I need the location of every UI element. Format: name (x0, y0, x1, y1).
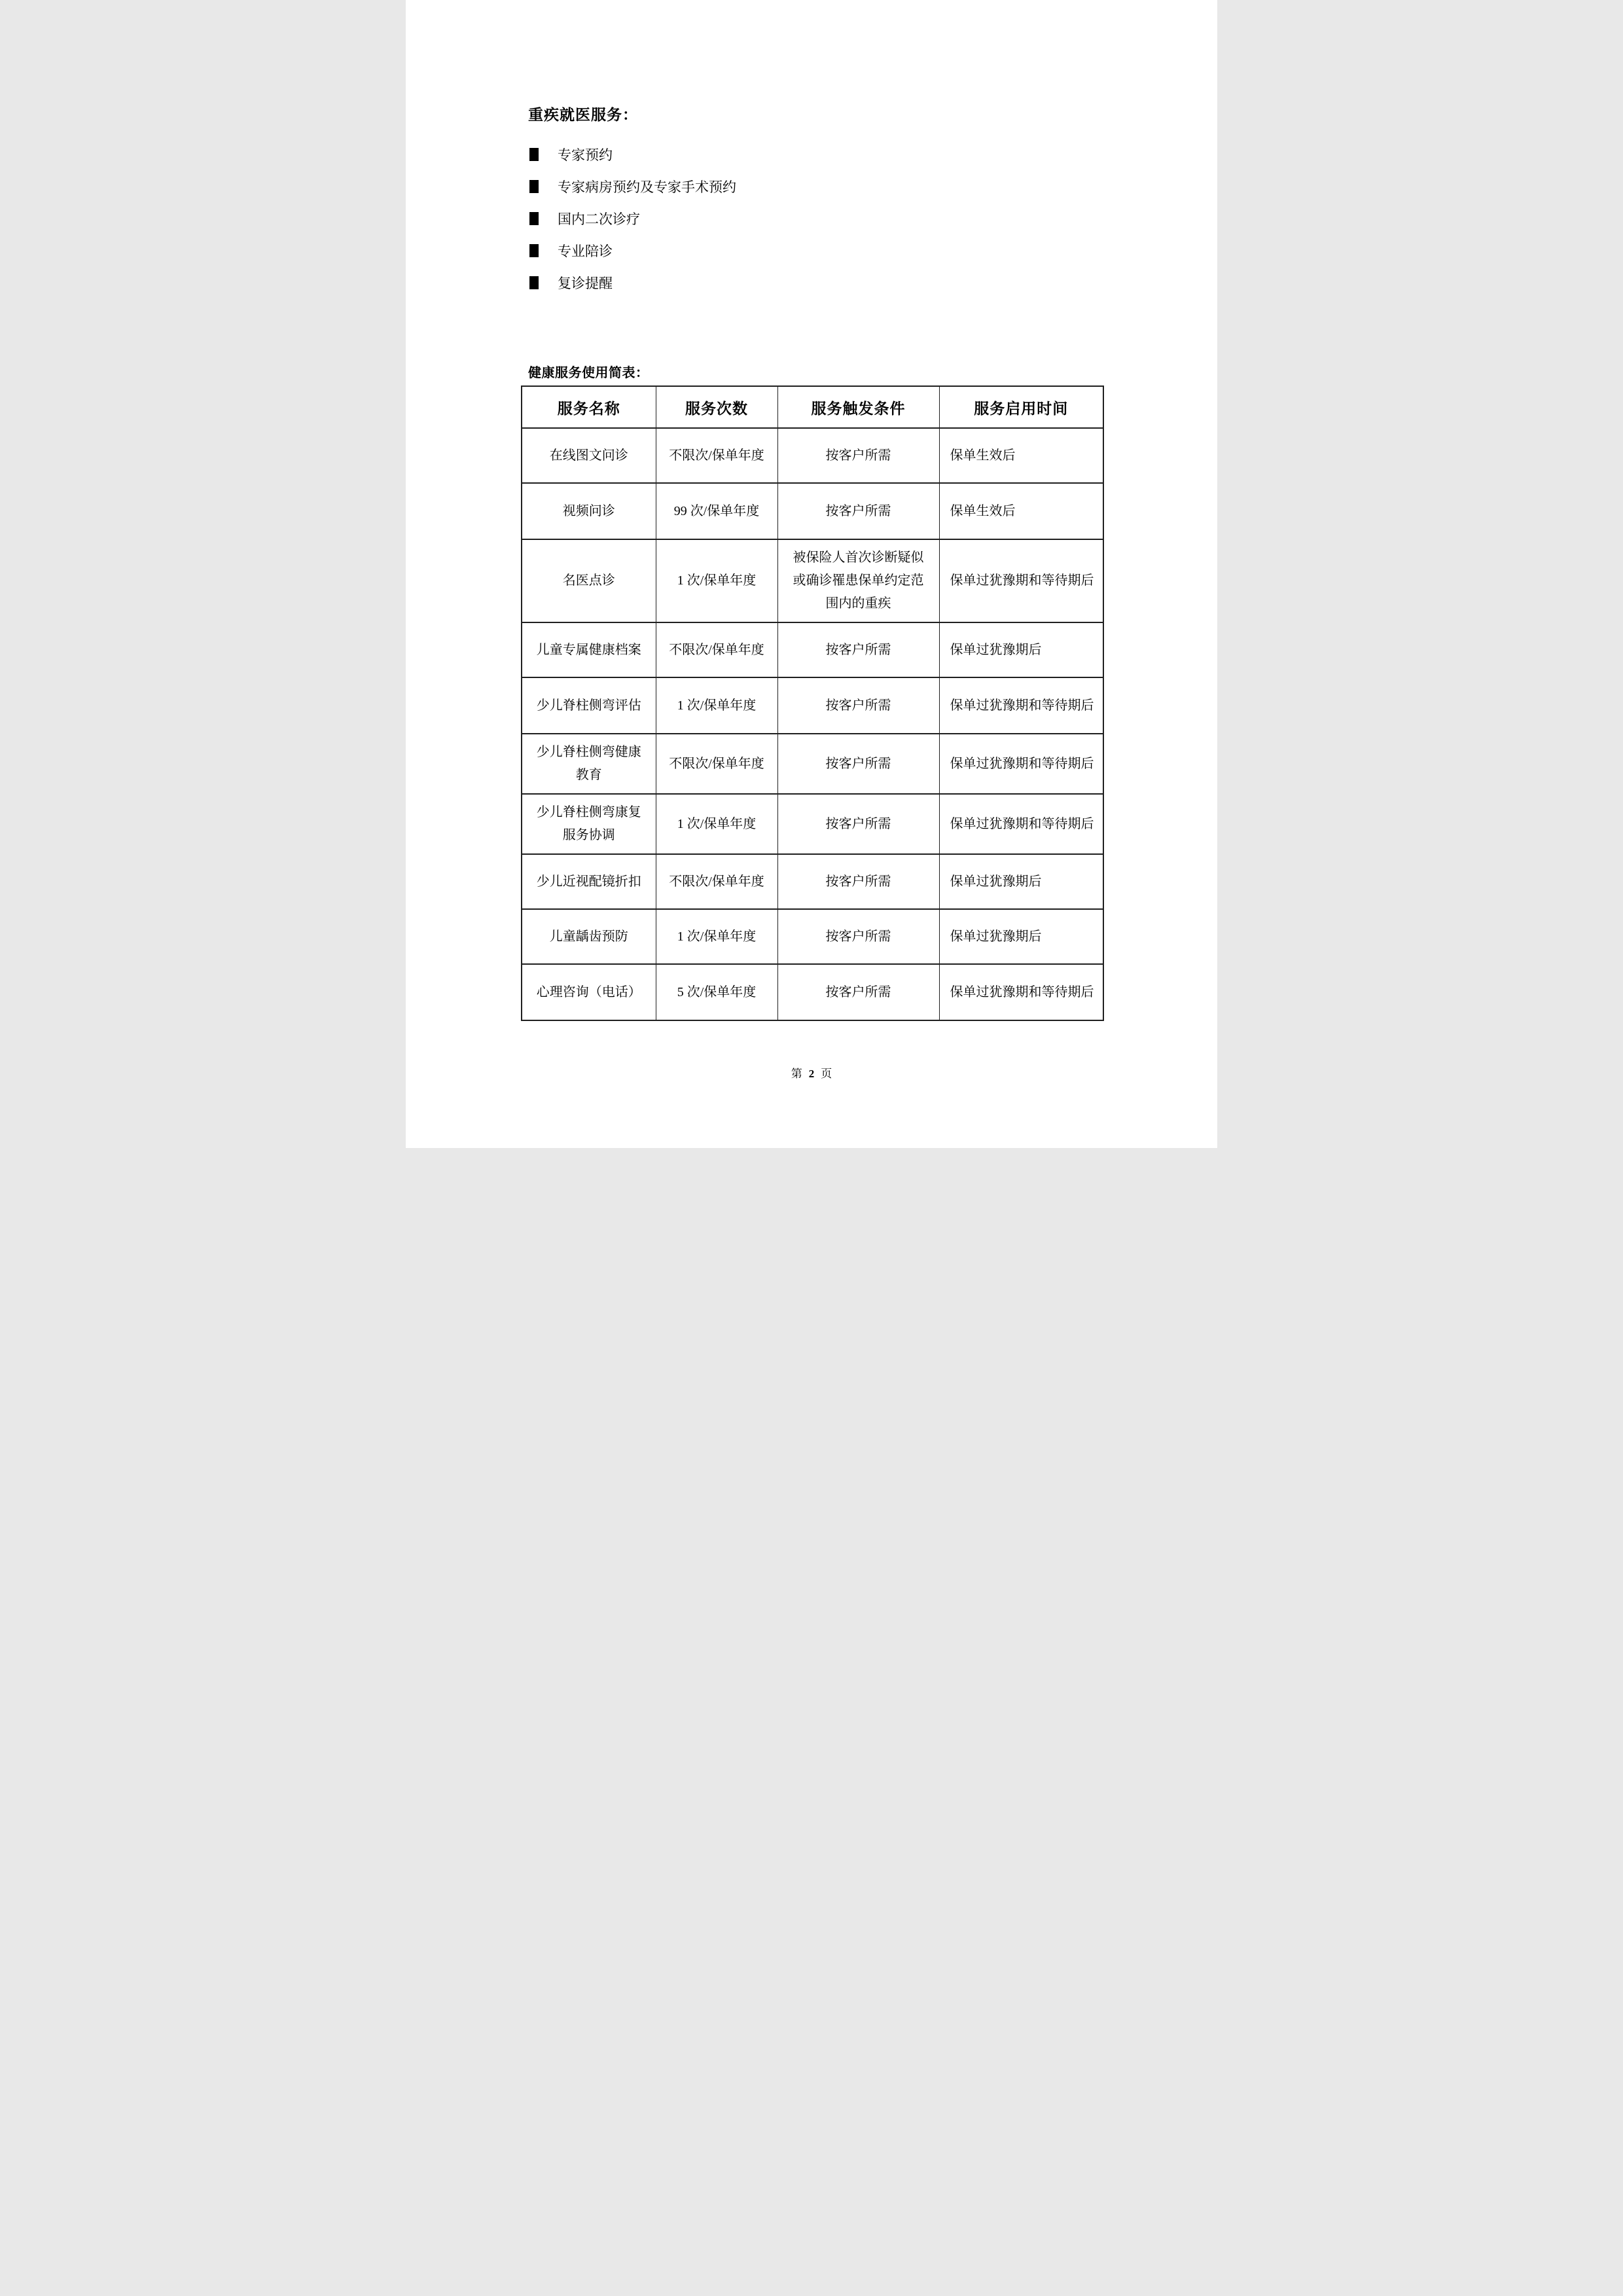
table-cell-r4-c0: 少儿脊柱侧弯评估 (522, 677, 656, 734)
bullet-list-item (529, 145, 736, 164)
table-cell-r8-c3: 保单过犹豫期后 (939, 909, 1103, 964)
table-cell-r8-c2: 按客户所需 (777, 909, 939, 964)
table-row (522, 539, 1103, 622)
table-cell-r7-c0: 少儿近视配镜折扣 (522, 854, 656, 909)
table-cell-r9-c3: 保单过犹豫期和等待期后 (939, 964, 1103, 1020)
table-row (522, 909, 1103, 964)
table-cell-r5-c3: 保单过犹豫期和等待期后 (939, 734, 1103, 794)
bullet-item-label: 专家预约 (558, 147, 613, 163)
table-cell-r7-c2: 按客户所需 (777, 854, 939, 909)
table-cell-r5-c0: 少儿脊柱侧弯健康教育 (522, 734, 656, 794)
table-cell-r7-c3: 保单过犹豫期后 (939, 854, 1103, 909)
table-cell-r8-c1: 1 次/保单年度 (656, 909, 777, 964)
square-bullet-icon (529, 148, 539, 161)
table-cell-r4-c3: 保单过犹豫期和等待期后 (939, 677, 1103, 734)
table-cell-r0-c2: 按客户所需 (777, 428, 939, 483)
section-title-health-services-table: 健康服务使用简表： (528, 366, 649, 380)
table-row (522, 734, 1103, 794)
table-cell-r9-c0: 心理咨询（电话） (522, 964, 656, 1020)
table-cell-r1-c0: 视频问诊 (522, 483, 656, 539)
table-cell-r9-c2: 按客户所需 (777, 964, 939, 1020)
table-cell-r0-c1: 不限次/保单年度 (656, 428, 777, 483)
table-cell-r1-c3: 保单生效后 (939, 483, 1103, 539)
table-row (522, 854, 1103, 909)
column-header-3: 服务启用时间 (939, 386, 1103, 428)
table-row (522, 622, 1103, 677)
bullet-item-label: 复诊提醒 (558, 276, 613, 291)
health-services-table (521, 386, 1104, 1021)
bullet-item-label: 国内二次诊疗 (558, 211, 640, 227)
table-cell-r6-c0: 少儿脊柱侧弯康复服务协调 (522, 794, 656, 854)
section-title-critical-illness-services: 重疾就医服务： (528, 107, 638, 123)
column-header-1: 服务次数 (656, 386, 777, 428)
square-bullet-icon (529, 212, 539, 225)
table-header-row (522, 386, 1103, 428)
page-footer-suffix: 页 (821, 1067, 832, 1080)
table-cell-r0-c3: 保单生效后 (939, 428, 1103, 483)
table-cell-r8-c0: 儿童龋齿预防 (522, 909, 656, 964)
table-row (522, 794, 1103, 854)
page-footer-prefix: 第 (791, 1067, 802, 1080)
table-row (522, 964, 1103, 1020)
table-cell-r7-c1: 不限次/保单年度 (656, 854, 777, 909)
page-footer (406, 1064, 1217, 1081)
square-bullet-icon (529, 180, 539, 193)
table-cell-r1-c1: 99 次/保单年度 (656, 483, 777, 539)
table-cell-r5-c2: 按客户所需 (777, 734, 939, 794)
table-cell-r6-c3: 保单过犹豫期和等待期后 (939, 794, 1103, 854)
table-cell-r6-c1: 1 次/保单年度 (656, 794, 777, 854)
table-cell-r4-c1: 1 次/保单年度 (656, 677, 777, 734)
bullet-item-label: 专家病房预约及专家手术预约 (558, 179, 736, 195)
column-header-2: 服务触发条件 (777, 386, 939, 428)
table-cell-r2-c2: 被保险人首次诊断疑似或确诊罹患保单约定范围内的重疾 (777, 539, 939, 622)
table-cell-r0-c0: 在线图文问诊 (522, 428, 656, 483)
bullet-list-item (529, 177, 736, 196)
bullet-list-item (529, 209, 736, 228)
bullet-list-item (529, 274, 736, 292)
bullet-item-label: 专业陪诊 (558, 243, 613, 259)
medical-services-bullet-list (529, 145, 736, 306)
table-cell-r3-c0: 儿童专属健康档案 (522, 622, 656, 677)
table-row (522, 428, 1103, 483)
document-page (406, 0, 1217, 1148)
bullet-list-item (529, 242, 736, 260)
table-cell-r4-c2: 按客户所需 (777, 677, 939, 734)
table-cell-r3-c3: 保单过犹豫期后 (939, 622, 1103, 677)
table-cell-r6-c2: 按客户所需 (777, 794, 939, 854)
table-cell-r2-c0: 名医点诊 (522, 539, 656, 622)
table-cell-r9-c1: 5 次/保单年度 (656, 964, 777, 1020)
column-header-0: 服务名称 (522, 386, 656, 428)
table-cell-r1-c2: 按客户所需 (777, 483, 939, 539)
table-cell-r3-c1: 不限次/保单年度 (656, 622, 777, 677)
table-row (522, 483, 1103, 539)
square-bullet-icon (529, 244, 539, 257)
table-cell-r2-c1: 1 次/保单年度 (656, 539, 777, 622)
table-cell-r5-c1: 不限次/保单年度 (656, 734, 777, 794)
table-row (522, 677, 1103, 734)
page-number: 2 (808, 1067, 815, 1080)
square-bullet-icon (529, 276, 539, 289)
table-cell-r3-c2: 按客户所需 (777, 622, 939, 677)
table-cell-r2-c3: 保单过犹豫期和等待期后 (939, 539, 1103, 622)
